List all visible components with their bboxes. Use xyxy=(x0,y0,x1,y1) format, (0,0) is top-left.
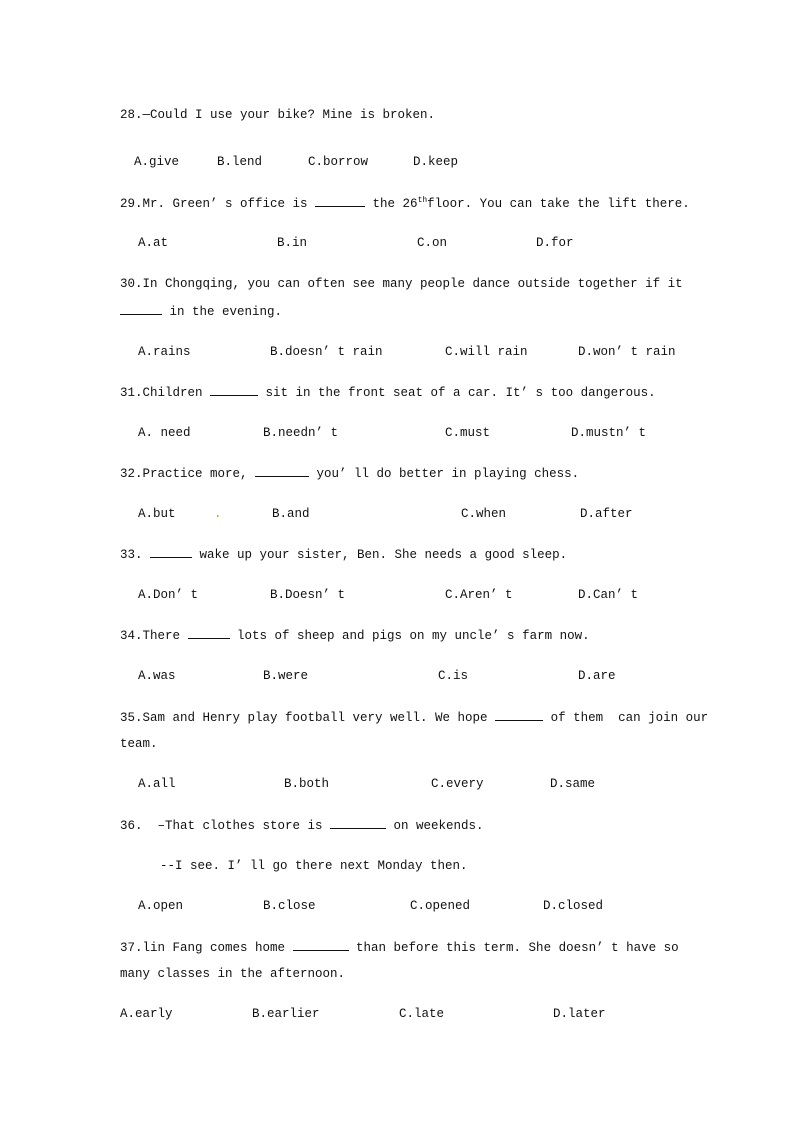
q34-option-c[interactable]: C.is xyxy=(438,669,469,683)
q29-option-c[interactable]: C.on xyxy=(417,236,448,250)
q28-option-c[interactable]: C.borrow xyxy=(308,155,369,169)
q34-option-a[interactable]: A.was xyxy=(138,669,176,683)
q35-option-b[interactable]: B.both xyxy=(284,777,330,791)
answer-blank[interactable] xyxy=(210,384,258,396)
q32-option-c[interactable]: C.when xyxy=(461,507,507,521)
q33-option-b[interactable]: B.Doesn’ t xyxy=(270,588,346,602)
q31-option-c[interactable]: C.must xyxy=(445,426,491,440)
question-35-stem-line2: team. xyxy=(120,737,158,751)
question-32-stem: 32.Practice more, you’ ll do better in playing chess. xyxy=(120,467,580,481)
q32-option-b[interactable]: B.and xyxy=(272,507,310,521)
question-36-stem: 36. –That clothes store is on weekends. xyxy=(120,819,484,833)
q37-option-b[interactable]: B.earlier xyxy=(252,1007,320,1021)
answer-blank[interactable] xyxy=(188,627,230,639)
q33-option-d[interactable]: D.Can’ t xyxy=(578,588,639,602)
q30-option-a[interactable]: A.rains xyxy=(138,345,191,359)
stray-dot: . xyxy=(214,507,222,521)
q33-option-c[interactable]: C.Aren’ t xyxy=(445,588,513,602)
q37-option-c[interactable]: C.late xyxy=(399,1007,445,1021)
question-28-stem: 28.—Could I use your bike? Mine is broken. xyxy=(120,108,436,122)
answer-blank[interactable] xyxy=(293,939,349,951)
question-36-response: --I see. I’ ll go there next Monday then. xyxy=(160,859,468,873)
q36-option-a[interactable]: A.open xyxy=(138,899,184,913)
q33-option-a[interactable]: A.Don’ t xyxy=(138,588,199,602)
answer-blank[interactable] xyxy=(255,465,309,477)
question-34-stem: 34.There lots of sheep and pigs on my uncle’ s farm now. xyxy=(120,629,590,643)
q36-option-b[interactable]: B.close xyxy=(263,899,316,913)
question-37-stem-line2: many classes in the afternoon. xyxy=(120,967,346,981)
q30-option-b[interactable]: B.doesn’ t rain xyxy=(270,345,383,359)
q31-option-b[interactable]: B.needn’ t xyxy=(263,426,339,440)
question-30-stem-line1: 30.In Chongqing, you can often see many people dance outside together if it xyxy=(120,277,683,291)
question-35-stem-line1: 35.Sam and Henry play football very well. We hope of them can join our xyxy=(120,711,709,725)
question-33-stem: 33. wake up your sister, Ben. She needs a good sleep. xyxy=(120,548,568,562)
q37-option-a[interactable]: A.early xyxy=(120,1007,173,1021)
question-29-stem: 29.Mr. Green’ s office is the 26thfloor. You can take the lift there. xyxy=(120,195,690,211)
answer-blank[interactable] xyxy=(120,303,162,315)
q34-option-b[interactable]: B.were xyxy=(263,669,309,683)
q31-option-d[interactable]: D.mustn’ t xyxy=(571,426,647,440)
q36-option-d[interactable]: D.closed xyxy=(543,899,604,913)
q30-option-d[interactable]: D.won’ t rain xyxy=(578,345,676,359)
answer-blank[interactable] xyxy=(495,709,543,721)
q28-option-d[interactable]: D.keep xyxy=(413,155,459,169)
q28-option-a[interactable]: A.give xyxy=(134,155,180,169)
q29-option-a[interactable]: A.at xyxy=(138,236,169,250)
q35-option-d[interactable]: D.same xyxy=(550,777,596,791)
q32-option-a[interactable]: A.but xyxy=(138,507,176,521)
question-30-stem-line2: in the evening. xyxy=(120,303,282,320)
q32-option-d[interactable]: D.after xyxy=(580,507,633,521)
q29-option-d[interactable]: D.for xyxy=(536,236,574,250)
q29-option-b[interactable]: B.in xyxy=(277,236,308,250)
q31-option-a[interactable]: A. need xyxy=(138,426,191,440)
question-31-stem: 31.Children sit in the front seat of a car. It’ s too dangerous. xyxy=(120,386,656,400)
q37-option-d[interactable]: D.later xyxy=(553,1007,606,1021)
q30-option-c[interactable]: C.will rain xyxy=(445,345,528,359)
q36-option-c[interactable]: C.opened xyxy=(410,899,471,913)
q35-option-a[interactable]: A.all xyxy=(138,777,176,791)
q28-option-b[interactable]: B.lend xyxy=(217,155,263,169)
answer-blank[interactable] xyxy=(315,195,365,207)
question-37-stem-line1: 37.lin Fang comes home than before this term. She doesn’ t have so xyxy=(120,941,679,955)
q35-option-c[interactable]: C.every xyxy=(431,777,484,791)
answer-blank[interactable] xyxy=(150,546,192,558)
answer-blank[interactable] xyxy=(330,817,386,829)
q34-option-d[interactable]: D.are xyxy=(578,669,616,683)
